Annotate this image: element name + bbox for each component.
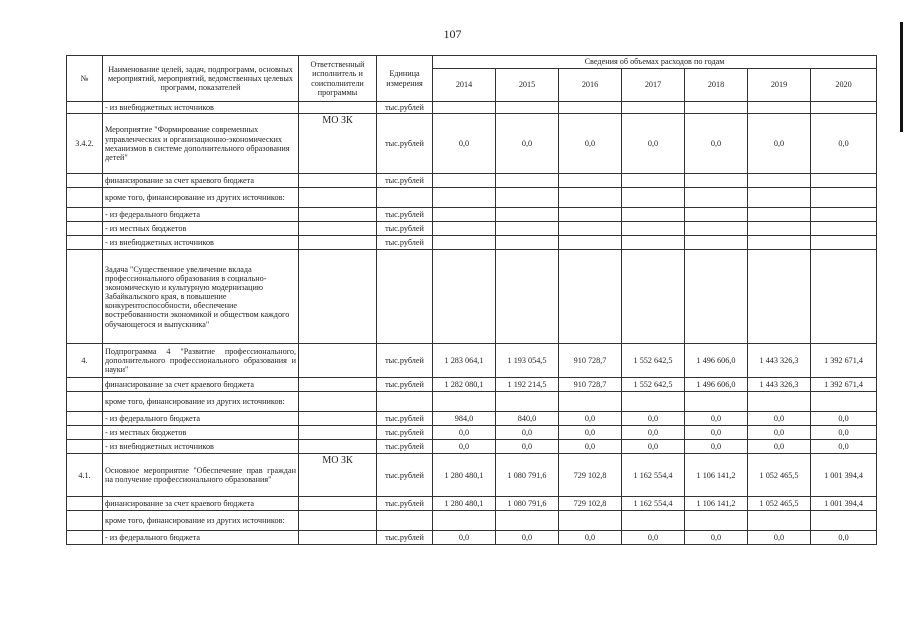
row-value-2015: 0,0 [496, 426, 559, 440]
row-value-2016: 729 102,8 [559, 497, 622, 511]
row-value-2015 [496, 102, 559, 114]
row-value-2016: 0,0 [559, 412, 622, 426]
row-value-2020: 1 392 671,4 [811, 378, 877, 392]
row-value-2020 [811, 236, 877, 250]
row-number [67, 412, 103, 426]
row-value-2017: 0,0 [622, 426, 685, 440]
row-number [67, 188, 103, 208]
row-value-2020: 0,0 [811, 440, 877, 454]
row-value-2018: 0,0 [685, 412, 748, 426]
row-value-2015 [496, 208, 559, 222]
row-name: кроме того, финансирование из других источников: [103, 392, 299, 412]
row-value-2020: 0,0 [811, 412, 877, 426]
table-row [67, 188, 877, 208]
row-value-2020: 0,0 [811, 114, 877, 174]
row-value-2014: 0,0 [433, 114, 496, 174]
header-no: № [67, 56, 103, 102]
row-value-2014 [433, 236, 496, 250]
row-value-2019 [748, 222, 811, 236]
row-value-2019 [748, 174, 811, 188]
header-year-2019: 2019 [748, 69, 811, 102]
row-responsible [299, 174, 377, 188]
row-name: кроме того, финансирование из других источников: [103, 511, 299, 531]
row-responsible [299, 188, 377, 208]
row-unit: тыс.рублей [377, 114, 433, 174]
row-value-2017: 1 552 642,5 [622, 378, 685, 392]
row-value-2017 [622, 511, 685, 531]
row-number: 3.4.2. [67, 114, 103, 174]
table-row [67, 412, 877, 426]
row-value-2019 [748, 102, 811, 114]
row-value-2014: 1 280 480,1 [433, 497, 496, 511]
row-responsible [299, 344, 377, 378]
row-number [67, 208, 103, 222]
header-year-2016: 2016 [559, 69, 622, 102]
row-value-2019: 0,0 [748, 114, 811, 174]
row-value-2019: 1 443 326,3 [748, 344, 811, 378]
row-value-2019: 1 052 465,5 [748, 454, 811, 497]
row-value-2018 [685, 250, 748, 344]
row-value-2015 [496, 511, 559, 531]
row-value-2014 [433, 188, 496, 208]
row-value-2020 [811, 392, 877, 412]
row-value-2018: 0,0 [685, 440, 748, 454]
row-value-2017 [622, 208, 685, 222]
row-value-2015 [496, 236, 559, 250]
row-value-2017: 1 162 554,4 [622, 497, 685, 511]
row-value-2016: 0,0 [559, 114, 622, 174]
row-name: Мероприятие "Формирование современных управленческих и организационно-экономических механизмов в системе дополнительного образования детей" [103, 114, 299, 174]
row-value-2015 [496, 174, 559, 188]
header-year-2015: 2015 [496, 69, 559, 102]
row-value-2015: 0,0 [496, 440, 559, 454]
expenses-table [66, 55, 877, 545]
row-number [67, 378, 103, 392]
row-value-2017: 0,0 [622, 412, 685, 426]
row-value-2016: 0,0 [559, 426, 622, 440]
row-responsible [299, 531, 377, 545]
row-name: Задача "Существенное увеличение вклада профессионального образования в социально-экономическую и культурную модернизацию Забайкальского края, в повышение конкурентоспособности, обеспечение востребованности экономикой и обществом каждого обучающегося и выпускника" [103, 250, 299, 344]
row-value-2019: 1 443 326,3 [748, 378, 811, 392]
row-name: Подпрограмма 4 "Развитие профессионального, дополнительного профессионального образования и науки" [103, 344, 299, 378]
row-value-2019: 0,0 [748, 531, 811, 545]
row-value-2015: 1 080 791,6 [496, 454, 559, 497]
row-responsible: МО ЗК [299, 454, 377, 497]
row-name: финансирование за счет краевого бюджета [103, 378, 299, 392]
table-row [67, 378, 877, 392]
row-unit: тыс.рублей [377, 344, 433, 378]
row-name: кроме того, финансирование из других источников: [103, 188, 299, 208]
row-value-2016 [559, 511, 622, 531]
row-value-2020 [811, 222, 877, 236]
row-value-2019 [748, 188, 811, 208]
row-value-2018 [685, 208, 748, 222]
row-value-2018: 0,0 [685, 531, 748, 545]
row-name: - из федерального бюджета [103, 208, 299, 222]
table-row [67, 236, 877, 250]
row-value-2019: 0,0 [748, 426, 811, 440]
row-name: финансирование за счет краевого бюджета [103, 174, 299, 188]
header-year-2014: 2014 [433, 69, 496, 102]
row-value-2016 [559, 188, 622, 208]
row-value-2016 [559, 174, 622, 188]
row-value-2019: 0,0 [748, 412, 811, 426]
row-value-2019: 0,0 [748, 440, 811, 454]
row-responsible [299, 378, 377, 392]
row-value-2019 [748, 511, 811, 531]
page-edge-bar [900, 22, 903, 132]
row-value-2020 [811, 174, 877, 188]
row-name: - из внебюджетных источников [103, 440, 299, 454]
row-value-2018: 0,0 [685, 426, 748, 440]
row-value-2018: 1 496 606,0 [685, 344, 748, 378]
header-year-2017: 2017 [622, 69, 685, 102]
row-number [67, 531, 103, 545]
row-value-2015: 840,0 [496, 412, 559, 426]
row-value-2014: 0,0 [433, 440, 496, 454]
row-value-2014 [433, 511, 496, 531]
row-value-2018 [685, 102, 748, 114]
row-value-2018 [685, 392, 748, 412]
row-name: Основное мероприятие "Обеспечение прав граждан на получение профессионального образования" [103, 454, 299, 497]
table-row [67, 454, 877, 497]
row-value-2018: 0,0 [685, 114, 748, 174]
row-value-2019 [748, 392, 811, 412]
row-value-2014: 0,0 [433, 531, 496, 545]
row-name: - из внебюджетных источников [103, 102, 299, 114]
page-number: 107 [443, 27, 462, 41]
table-row [67, 531, 877, 545]
row-value-2015 [496, 250, 559, 344]
row-value-2014 [433, 174, 496, 188]
table-body [67, 102, 877, 545]
row-number [67, 222, 103, 236]
table-row [67, 392, 877, 412]
row-unit: тыс.рублей [377, 426, 433, 440]
row-value-2015: 0,0 [496, 531, 559, 545]
row-unit [377, 511, 433, 531]
row-value-2014: 1 283 064,1 [433, 344, 496, 378]
row-value-2018 [685, 511, 748, 531]
table-row [67, 222, 877, 236]
table-row [67, 250, 877, 344]
row-responsible [299, 426, 377, 440]
row-value-2018: 1 106 141,2 [685, 497, 748, 511]
row-name: - из федерального бюджета [103, 412, 299, 426]
row-value-2014 [433, 392, 496, 412]
row-value-2017 [622, 236, 685, 250]
row-value-2020 [811, 208, 877, 222]
row-unit [377, 188, 433, 208]
row-responsible [299, 102, 377, 114]
row-value-2016: 910 728,7 [559, 378, 622, 392]
row-value-2020 [811, 250, 877, 344]
row-name: - из местных бюджетов [103, 426, 299, 440]
row-value-2020 [811, 102, 877, 114]
row-value-2015: 1 080 791,6 [496, 497, 559, 511]
row-responsible [299, 222, 377, 236]
row-value-2018: 1 496 606,0 [685, 378, 748, 392]
row-value-2014 [433, 222, 496, 236]
table-row [67, 440, 877, 454]
row-number [67, 440, 103, 454]
row-value-2018 [685, 188, 748, 208]
row-unit: тыс.рублей [377, 208, 433, 222]
row-responsible [299, 392, 377, 412]
row-value-2014 [433, 102, 496, 114]
row-value-2014: 1 282 080,1 [433, 378, 496, 392]
row-responsible: МО ЗК [299, 114, 377, 174]
row-value-2016 [559, 250, 622, 344]
row-number [67, 236, 103, 250]
header-expenses: Сведения об объемах расходов по годам [433, 56, 877, 69]
row-name: финансирование за счет краевого бюджета [103, 497, 299, 511]
row-name: - из федерального бюджета [103, 531, 299, 545]
row-value-2015 [496, 222, 559, 236]
row-value-2018 [685, 236, 748, 250]
row-value-2014: 0,0 [433, 426, 496, 440]
row-unit [377, 250, 433, 344]
row-name: - из местных бюджетов [103, 222, 299, 236]
row-name: - из внебюджетных источников [103, 236, 299, 250]
row-responsible [299, 440, 377, 454]
row-value-2020: 1 392 671,4 [811, 344, 877, 378]
table-row [67, 208, 877, 222]
row-value-2016: 910 728,7 [559, 344, 622, 378]
row-value-2017 [622, 222, 685, 236]
row-value-2018 [685, 174, 748, 188]
row-value-2016: 729 102,8 [559, 454, 622, 497]
row-value-2015: 1 192 214,5 [496, 378, 559, 392]
row-value-2019 [748, 250, 811, 344]
row-value-2016 [559, 236, 622, 250]
row-value-2017 [622, 250, 685, 344]
header-unit: Единица измерения [377, 56, 433, 102]
row-responsible [299, 497, 377, 511]
row-responsible [299, 412, 377, 426]
row-number [67, 102, 103, 114]
row-value-2016 [559, 392, 622, 412]
row-unit: тыс.рублей [377, 440, 433, 454]
row-unit: тыс.рублей [377, 531, 433, 545]
row-value-2018: 1 106 141,2 [685, 454, 748, 497]
header-year-2020: 2020 [811, 69, 877, 102]
row-responsible [299, 236, 377, 250]
row-value-2015: 0,0 [496, 114, 559, 174]
row-value-2016 [559, 222, 622, 236]
header-year-2018: 2018 [685, 69, 748, 102]
table-row [67, 102, 877, 114]
row-value-2017: 0,0 [622, 114, 685, 174]
row-number: 4.1. [67, 454, 103, 497]
row-value-2015: 1 193 054,5 [496, 344, 559, 378]
row-value-2019: 1 052 465,5 [748, 497, 811, 511]
row-value-2014 [433, 250, 496, 344]
table-row [67, 114, 877, 174]
table-row [67, 511, 877, 531]
row-number [67, 426, 103, 440]
row-unit: тыс.рублей [377, 174, 433, 188]
row-responsible [299, 208, 377, 222]
row-number [67, 497, 103, 511]
table-row [67, 174, 877, 188]
row-value-2017 [622, 174, 685, 188]
row-value-2017: 1 162 554,4 [622, 454, 685, 497]
row-value-2020 [811, 188, 877, 208]
row-value-2015 [496, 188, 559, 208]
row-value-2016 [559, 102, 622, 114]
row-value-2020 [811, 511, 877, 531]
row-value-2016: 0,0 [559, 531, 622, 545]
table-row [67, 426, 877, 440]
row-value-2016: 0,0 [559, 440, 622, 454]
row-value-2020: 0,0 [811, 531, 877, 545]
row-value-2017 [622, 188, 685, 208]
row-unit [377, 392, 433, 412]
row-responsible [299, 511, 377, 531]
table-row [67, 344, 877, 378]
header-responsible: Ответственный исполнитель и соисполнители программы [299, 56, 377, 102]
row-unit: тыс.рублей [377, 412, 433, 426]
row-value-2014: 1 280 480,1 [433, 454, 496, 497]
row-value-2016 [559, 208, 622, 222]
row-number [67, 392, 103, 412]
row-value-2017: 1 552 642,5 [622, 344, 685, 378]
table-row [67, 497, 877, 511]
row-value-2019 [748, 236, 811, 250]
row-unit: тыс.рублей [377, 497, 433, 511]
row-value-2017: 0,0 [622, 531, 685, 545]
row-value-2015 [496, 392, 559, 412]
row-number [67, 174, 103, 188]
row-value-2014 [433, 208, 496, 222]
row-number [67, 511, 103, 531]
row-value-2020: 1 001 394,4 [811, 454, 877, 497]
row-unit: тыс.рублей [377, 378, 433, 392]
header-name: Наименование целей, задач, подпрограмм, основных мероприятий, мероприятий, ведомственных целевых программ, показателей [103, 56, 299, 102]
row-value-2020: 1 001 394,4 [811, 497, 877, 511]
row-number [67, 250, 103, 344]
row-unit: тыс.рублей [377, 236, 433, 250]
row-value-2017 [622, 102, 685, 114]
row-value-2018 [685, 222, 748, 236]
row-unit: тыс.рублей [377, 222, 433, 236]
row-unit: тыс.рублей [377, 454, 433, 497]
row-value-2019 [748, 208, 811, 222]
row-value-2017 [622, 392, 685, 412]
row-responsible [299, 250, 377, 344]
row-number: 4. [67, 344, 103, 378]
row-value-2014: 984,0 [433, 412, 496, 426]
row-value-2020: 0,0 [811, 426, 877, 440]
row-value-2017: 0,0 [622, 440, 685, 454]
row-unit: тыс.рублей [377, 102, 433, 114]
